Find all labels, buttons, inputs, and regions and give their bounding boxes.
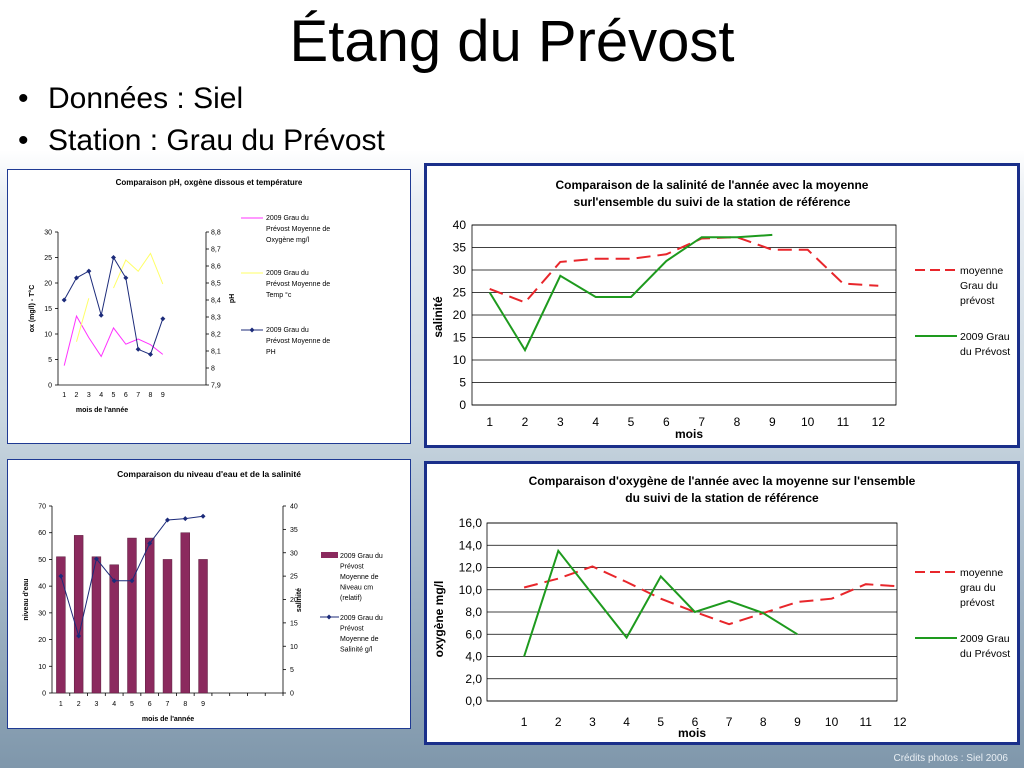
legend-label: Niveau cm <box>340 584 374 592</box>
bullet-data-source: Données : Siel <box>48 82 244 115</box>
y-tick-label: 70 <box>38 503 46 511</box>
legend-label: Salinité g/l <box>340 646 373 654</box>
data-point <box>74 275 79 280</box>
y-tick-label: 30 <box>452 263 466 277</box>
y2-tick-label: 8,3 <box>211 314 221 322</box>
chart-ph-oxygen-temp <box>7 169 411 444</box>
chart-ph-oxygen-temp-svg <box>8 170 410 443</box>
x-tick-label: 12 <box>871 415 886 429</box>
bullet-list <box>18 78 385 162</box>
y-tick-label: 15 <box>452 330 466 345</box>
y2-axis-label: salinité <box>296 587 303 613</box>
chart-title: Comparaison pH, oxgène dissous et température <box>115 178 303 187</box>
legend-label: du Prévost <box>960 648 1011 660</box>
data-point <box>183 516 188 521</box>
x-tick-label: 4 <box>592 415 600 429</box>
chart-title: du suivi de la station de référence <box>625 491 819 505</box>
y-axis-label: oxygène mg/l <box>432 580 446 658</box>
y2-tick-label: 8,7 <box>211 246 221 254</box>
bar <box>181 533 190 693</box>
data-point <box>123 275 128 280</box>
x-tick-label: 8 <box>183 701 188 708</box>
bullet-item <box>18 78 385 120</box>
legend-marker <box>327 615 332 620</box>
y-tick-label: 5 <box>459 375 466 390</box>
y2-tick-label: 20 <box>290 597 298 604</box>
x-tick-label: 10 <box>800 415 815 429</box>
x-tick-label: 3 <box>556 415 564 429</box>
x-tick-label: 7 <box>165 701 170 708</box>
y-tick-label: 2,0 <box>465 671 482 686</box>
legend-marker <box>250 328 255 333</box>
x-tick-label: 6 <box>691 715 699 729</box>
bar <box>145 538 154 693</box>
y-tick-label: 14,0 <box>458 538 482 553</box>
y-tick-label: 20 <box>44 280 52 288</box>
bar <box>199 559 208 693</box>
chart-title: Comparaison du niveau d'eau et de la salinité <box>117 469 301 479</box>
y-tick-label: 25 <box>452 285 466 300</box>
y-tick-label: 20 <box>452 308 466 322</box>
y-tick-label: 8,0 <box>465 605 482 619</box>
legend-label: 2009 Grau du <box>340 553 383 560</box>
y2-tick-label: 5 <box>290 667 294 675</box>
legend-label: Moyenne de <box>340 574 379 581</box>
x-tick-label: 3 <box>86 392 91 399</box>
x-tick-label: 2 <box>76 701 81 708</box>
x-tick-label: 10 <box>824 715 839 729</box>
bar <box>92 557 101 693</box>
y-tick-label: 15 <box>44 306 52 313</box>
x-tick-label: 1 <box>58 701 63 708</box>
legend-label: Temp °c <box>266 292 292 299</box>
x-tick-label: 4 <box>99 392 104 399</box>
legend-label: Oxygène mg/l <box>266 237 310 244</box>
x-tick-label: 9 <box>160 392 165 399</box>
chart-oxygene-svg <box>427 464 1017 742</box>
data-point <box>99 313 104 318</box>
data-point <box>201 514 206 519</box>
legend-label: 2009 Grau du <box>340 615 383 622</box>
y-tick-label: 50 <box>38 556 46 564</box>
data-point <box>111 255 116 260</box>
series-line <box>524 566 900 624</box>
legend-label: 2009 Grau <box>960 633 1010 645</box>
legend-label: (relatif) <box>340 595 362 602</box>
x-tick-label: 2 <box>521 415 529 429</box>
x-tick-label: 3 <box>589 715 596 729</box>
chart-salinite-svg <box>427 166 1017 445</box>
legend-label: Prévost Moyenne de <box>266 226 331 233</box>
y-tick-label: 0 <box>48 382 52 390</box>
y2-tick-label: 8,2 <box>211 331 221 339</box>
y2-tick-label: 40 <box>290 503 298 511</box>
legend-label: Prévost Moyenne de <box>266 338 331 345</box>
y-tick-label: 4,0 <box>465 649 482 664</box>
x-axis-label: mois <box>677 726 707 740</box>
x-tick-label: 8 <box>148 392 153 399</box>
x-tick-label: 3 <box>94 701 99 708</box>
y2-tick-label: 8 <box>211 365 215 373</box>
y-tick-label: 12,0 <box>458 560 482 575</box>
y2-tick-label: 8,6 <box>211 263 221 271</box>
x-tick-label: 12 <box>893 715 907 729</box>
bullet-station: Station : Grau du Prévost <box>48 124 385 157</box>
y-tick-label: 30 <box>44 229 52 237</box>
legend-label: moyenne <box>960 567 1004 579</box>
x-axis-label: mois de l'année <box>75 407 129 414</box>
series-line <box>77 253 163 341</box>
y-tick-label: 5 <box>48 357 52 364</box>
y-axis-label: salinité <box>431 296 445 338</box>
photo-credit: Crédits photos : Siel 2006 <box>893 753 1008 764</box>
y-axis-label: ox (mg/l) - T°C <box>29 284 36 333</box>
legend-label: 2009 Grau <box>960 331 1010 343</box>
y-tick-label: 35 <box>452 240 466 255</box>
y2-axis-label: pH <box>229 293 236 304</box>
x-tick-label: 8 <box>759 715 767 729</box>
series-line <box>64 258 163 355</box>
y-tick-label: 10,0 <box>458 582 482 597</box>
chart-salinite <box>424 163 1020 448</box>
x-tick-label: 4 <box>112 701 117 708</box>
x-tick-label: 9 <box>794 715 801 729</box>
legend-swatch <box>321 552 338 558</box>
x-tick-label: 11 <box>859 715 872 729</box>
y2-tick-label: 10 <box>290 643 298 651</box>
x-tick-label: 7 <box>136 392 141 399</box>
x-tick-label: 6 <box>123 392 128 399</box>
legend-label: 2009 Grau du <box>266 327 309 334</box>
y2-tick-label: 8,5 <box>211 280 221 288</box>
bar <box>163 559 172 693</box>
y2-tick-label: 7,9 <box>211 382 221 390</box>
legend-label: PH <box>266 349 276 356</box>
data-point <box>136 347 141 352</box>
x-tick-label: 4 <box>623 715 630 729</box>
series-line <box>524 551 797 657</box>
legend-label: Prévost <box>340 625 364 633</box>
legend-label: prévost <box>960 597 995 609</box>
y2-tick-label: 8,8 <box>211 229 221 237</box>
x-axis-label: mois de l'année <box>141 716 195 723</box>
y2-tick-label: 15 <box>290 620 298 628</box>
legend-label: Moyenne de <box>340 636 379 643</box>
bar <box>128 538 137 693</box>
x-tick-label: 5 <box>657 715 665 729</box>
y-tick-label: 10 <box>38 663 46 671</box>
x-tick-label: 1 <box>520 715 528 729</box>
bar <box>110 565 119 693</box>
x-tick-label: 1 <box>486 415 494 429</box>
x-tick-label: 2 <box>74 392 79 399</box>
y2-tick-label: 35 <box>290 526 298 534</box>
legend-label: prévost <box>960 295 995 307</box>
x-tick-label: 5 <box>111 392 116 399</box>
y-tick-label: 10 <box>44 331 52 339</box>
y-tick-label: 30 <box>38 610 46 618</box>
bullet-item <box>18 120 385 162</box>
y2-tick-label: 25 <box>290 573 298 581</box>
y-axis-label: niveau d'eau <box>23 578 30 621</box>
x-tick-label: 8 <box>733 415 741 429</box>
y2-tick-label: 30 <box>290 550 298 558</box>
bar <box>74 535 83 693</box>
y-tick-label: 20 <box>38 637 46 645</box>
x-tick-label: 5 <box>627 415 635 429</box>
y2-tick-label: 8,4 <box>211 297 221 305</box>
y-tick-label: 0,0 <box>465 694 482 708</box>
chart-title: surl'ensemble du suivi de la station de référence <box>573 195 851 209</box>
legend-label: 2009 Grau du <box>266 270 309 277</box>
bullet-dot: • <box>18 124 29 157</box>
x-tick-label: 6 <box>662 415 670 429</box>
y-tick-label: 6,0 <box>465 627 482 642</box>
x-tick-label: 11 <box>836 415 850 429</box>
x-tick-label: 6 <box>147 701 152 708</box>
y-tick-label: 0 <box>459 398 466 412</box>
slide-title: Étang du Prévost <box>289 9 735 74</box>
chart-niveau-salinite-svg <box>8 460 410 728</box>
legend-label: 2009 Grau du <box>266 215 309 222</box>
y-tick-label: 10 <box>452 353 466 367</box>
legend-label: Prévost <box>340 563 364 571</box>
legend-label: Prévost Moyenne de <box>266 281 331 288</box>
legend-label: du Prévost <box>960 346 1011 358</box>
data-point <box>62 298 67 303</box>
x-tick-label: 7 <box>725 715 733 729</box>
y-tick-label: 40 <box>452 218 466 232</box>
x-tick-label: 7 <box>698 415 706 429</box>
data-point <box>160 316 165 321</box>
chart-oxygene <box>424 461 1020 745</box>
x-tick-label: 9 <box>768 415 776 429</box>
y2-tick-label: 0 <box>290 690 294 698</box>
data-point <box>148 352 153 357</box>
chart-title: Comparaison d'oxygène de l'année avec la moyenne sur l'ensemble <box>528 474 916 488</box>
y-tick-label: 40 <box>38 583 46 591</box>
x-tick-label: 2 <box>554 715 562 729</box>
legend-label: moyenne <box>960 265 1004 277</box>
y-tick-label: 16,0 <box>458 516 482 530</box>
data-point <box>86 269 91 274</box>
legend-label: Grau du <box>960 280 998 292</box>
x-tick-label: 5 <box>130 701 134 708</box>
bullet-dot: • <box>18 82 29 115</box>
y-tick-label: 25 <box>44 255 52 262</box>
x-tick-label: 9 <box>201 701 205 708</box>
legend-label: grau du <box>960 582 996 594</box>
y-tick-label: 60 <box>38 530 46 538</box>
x-axis-label: mois <box>674 427 704 441</box>
x-tick-label: 1 <box>62 392 67 399</box>
series-line <box>64 316 163 366</box>
chart-niveau-salinite <box>7 459 411 729</box>
y-tick-label: 0 <box>42 690 46 698</box>
chart-title: Comparaison de la salinité de l'année avec la moyenne <box>555 178 869 192</box>
y2-tick-label: 8,1 <box>211 348 221 356</box>
